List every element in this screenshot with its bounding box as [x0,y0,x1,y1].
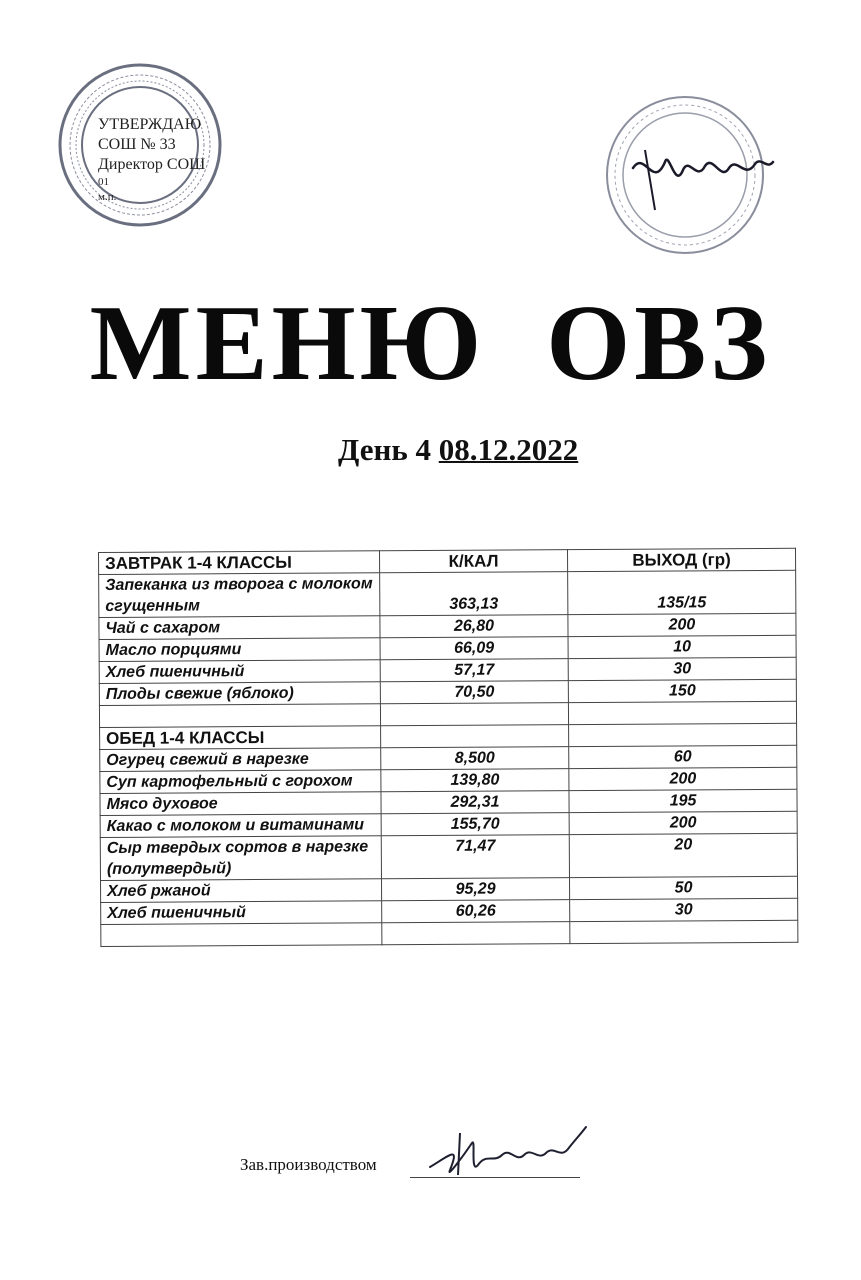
footer-signature-block [240,1115,600,1185]
day-date: 08.12.2022 [438,432,579,467]
table-row [99,570,796,617]
dish-kcal: 155,70 [381,813,569,836]
dish-output: 200 [569,811,797,834]
empty-cell [382,922,570,945]
approval-mp: м.п. [98,191,117,203]
empty-cell [568,701,796,724]
dish-output: 10 [568,635,796,658]
dish-output: 50 [569,876,797,899]
dish-name: Хлеб пшеничный [101,901,382,925]
approval-title: УТВЕРЖДАЮ [98,116,202,133]
dish-name: Огурец свежий в нарезке [100,748,381,772]
dish-output: 30 [570,898,798,921]
dish-name: Сыр твердых сортов в нарезке (полутвердый) [100,836,381,881]
dish-name: Запеканка из творога с молоком сгущенным [99,573,380,618]
dish-kcal: 60,26 [382,900,570,923]
dish-output: 200 [568,613,796,636]
dish-name: Суп картофельный с горохом [100,770,381,794]
dish-kcal: 363,13 [380,572,568,616]
breakfast-section-header: ЗАВТРАК 1-4 КЛАССЫ [99,551,380,575]
dish-kcal: 8,500 [381,747,569,770]
approval-role: Директор СОШ [98,156,206,173]
director-signature-icon [633,160,773,176]
dish-name: Плоды свежие (яблоко) [99,682,380,706]
approval-school: СОШ № 33 [98,136,176,153]
dish-output: 20 [569,833,797,877]
dish-name: Хлеб ржаной [101,879,382,903]
dish-output: 30 [568,657,796,680]
empty-row [101,920,798,946]
dish-output: 195 [569,789,797,812]
empty-cell [570,920,798,943]
dish-kcal: 71,47 [381,835,569,879]
dish-name: Чай с сахаром [99,616,380,640]
page-title: МЕНЮ ОВЗ [89,284,772,403]
empty-cell [569,723,797,746]
manager-signature-icon [420,1115,590,1185]
day-label: День 4 [338,432,431,467]
output-column-header: ВЫХОД (гр) [567,548,795,571]
dish-kcal: 95,29 [382,878,570,901]
empty-cell [381,725,569,748]
empty-cell [101,923,382,947]
dish-kcal: 292,31 [381,791,569,814]
empty-cell [380,703,568,726]
footer-label: Зав.производством [240,1155,377,1174]
menu-table [98,548,798,947]
dish-kcal: 70,50 [380,681,568,704]
dish-name: Мясо духовое [100,792,381,816]
kcal-column-header: К/КАЛ [379,550,567,573]
dish-kcal: 26,80 [380,615,568,638]
dish-output: 135/15 [568,570,796,614]
dish-kcal: 66,09 [380,637,568,660]
dish-kcal: 57,17 [380,659,568,682]
approval-date-line: 01 [98,176,109,188]
dish-kcal: 139,80 [381,769,569,792]
dish-name: Масло порциями [99,638,380,662]
dish-name: Какао с молоком и витаминами [100,814,381,838]
round-stamp-right-icon [605,90,795,260]
dish-name: Хлеб пшеничный [99,660,380,684]
empty-cell [99,704,380,728]
dish-output: 200 [569,767,797,790]
dish-output: 150 [568,679,796,702]
table-row [100,833,797,880]
day-heading [338,432,578,468]
approval-block [98,115,238,205]
dish-output: 60 [569,745,797,768]
lunch-section-header: ОБЕД 1-4 КЛАССЫ [100,726,381,750]
